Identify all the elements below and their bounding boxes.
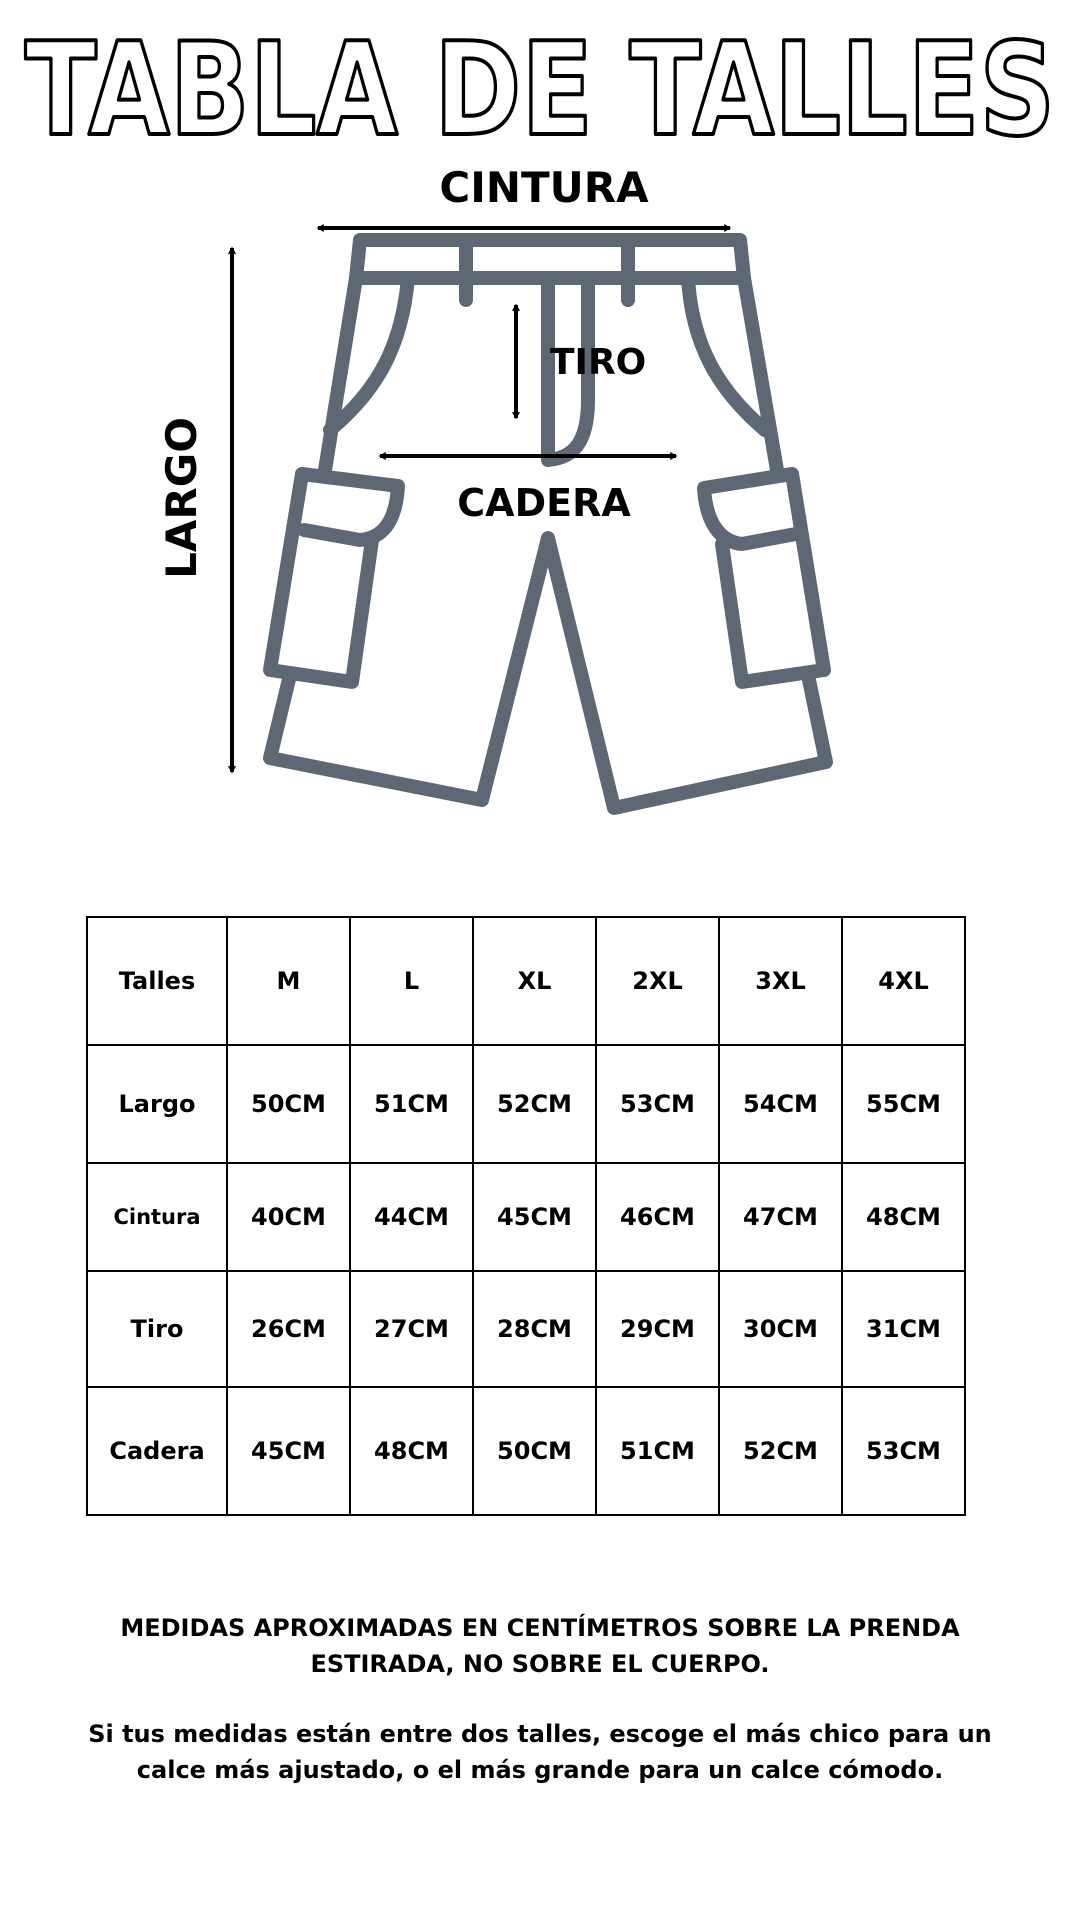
fit-advice-line-1: Si tus medidas están entre dos talles, escoge el más chico para un bbox=[88, 1720, 992, 1748]
table-cell: 28CM bbox=[473, 1271, 596, 1387]
row-label: Largo bbox=[87, 1045, 227, 1163]
table-cell: 27CM bbox=[350, 1271, 473, 1387]
row-label: Tiro bbox=[87, 1271, 227, 1387]
table-cell: 51CM bbox=[596, 1387, 719, 1515]
table-cell: 26CM bbox=[227, 1271, 350, 1387]
table-cell: 52CM bbox=[473, 1045, 596, 1163]
page-title-container bbox=[0, 22, 1080, 152]
row-label: Cadera bbox=[87, 1387, 227, 1515]
table-row bbox=[87, 1045, 965, 1163]
table-cell: 46CM bbox=[596, 1163, 719, 1271]
cintura-label: CINTURA bbox=[439, 163, 649, 212]
table-cell: 53CM bbox=[596, 1045, 719, 1163]
table-cell: 40CM bbox=[227, 1163, 350, 1271]
table-cell: 50CM bbox=[227, 1045, 350, 1163]
table-header-cell: 2XL bbox=[596, 917, 719, 1045]
table-row bbox=[87, 1387, 965, 1515]
size-table-container bbox=[86, 916, 966, 1516]
table-cell: 53CM bbox=[842, 1387, 965, 1515]
page-title: TABLA DE TALLES bbox=[25, 22, 1055, 152]
table-row bbox=[87, 1163, 965, 1271]
shorts-diagram bbox=[0, 150, 1080, 830]
table-cell: 47CM bbox=[719, 1163, 842, 1271]
table-cell: 29CM bbox=[596, 1271, 719, 1387]
fit-advice-note bbox=[60, 1716, 1020, 1788]
table-cell: 54CM bbox=[719, 1045, 842, 1163]
largo-label: LARGO bbox=[157, 417, 206, 579]
table-cell: 48CM bbox=[350, 1387, 473, 1515]
tiro-label: TIRO bbox=[550, 342, 647, 383]
table-header-cell: M bbox=[227, 917, 350, 1045]
cadera-label: CADERA bbox=[457, 481, 631, 525]
table-row bbox=[87, 1271, 965, 1387]
table-header-cell: Talles bbox=[87, 917, 227, 1045]
table-header-cell: 4XL bbox=[842, 917, 965, 1045]
table-cell: 45CM bbox=[227, 1387, 350, 1515]
table-cell: 48CM bbox=[842, 1163, 965, 1271]
table-cell: 30CM bbox=[719, 1271, 842, 1387]
table-cell: 51CM bbox=[350, 1045, 473, 1163]
table-cell: 45CM bbox=[473, 1163, 596, 1271]
table-cell: 52CM bbox=[719, 1387, 842, 1515]
fit-advice-line-2: calce más ajustado, o el más grande para un calce cómodo. bbox=[136, 1756, 944, 1784]
table-cell: 31CM bbox=[842, 1271, 965, 1387]
measurement-note-line-2: ESTIRADA, NO SOBRE EL CUERPO. bbox=[310, 1650, 770, 1678]
table-header-cell: L bbox=[350, 917, 473, 1045]
measurement-note-line-1: MEDIDAS APROXIMADAS EN CENTÍMETROS SOBRE LA PRENDA bbox=[120, 1614, 960, 1642]
size-table bbox=[86, 916, 966, 1516]
measurement-note bbox=[60, 1610, 1020, 1682]
table-cell: 44CM bbox=[350, 1163, 473, 1271]
table-header-cell: 3XL bbox=[719, 917, 842, 1045]
row-label: Cintura bbox=[87, 1163, 227, 1271]
table-header-cell: XL bbox=[473, 917, 596, 1045]
table-cell: 50CM bbox=[473, 1387, 596, 1515]
table-cell: 55CM bbox=[842, 1045, 965, 1163]
table-header-row bbox=[87, 917, 965, 1045]
